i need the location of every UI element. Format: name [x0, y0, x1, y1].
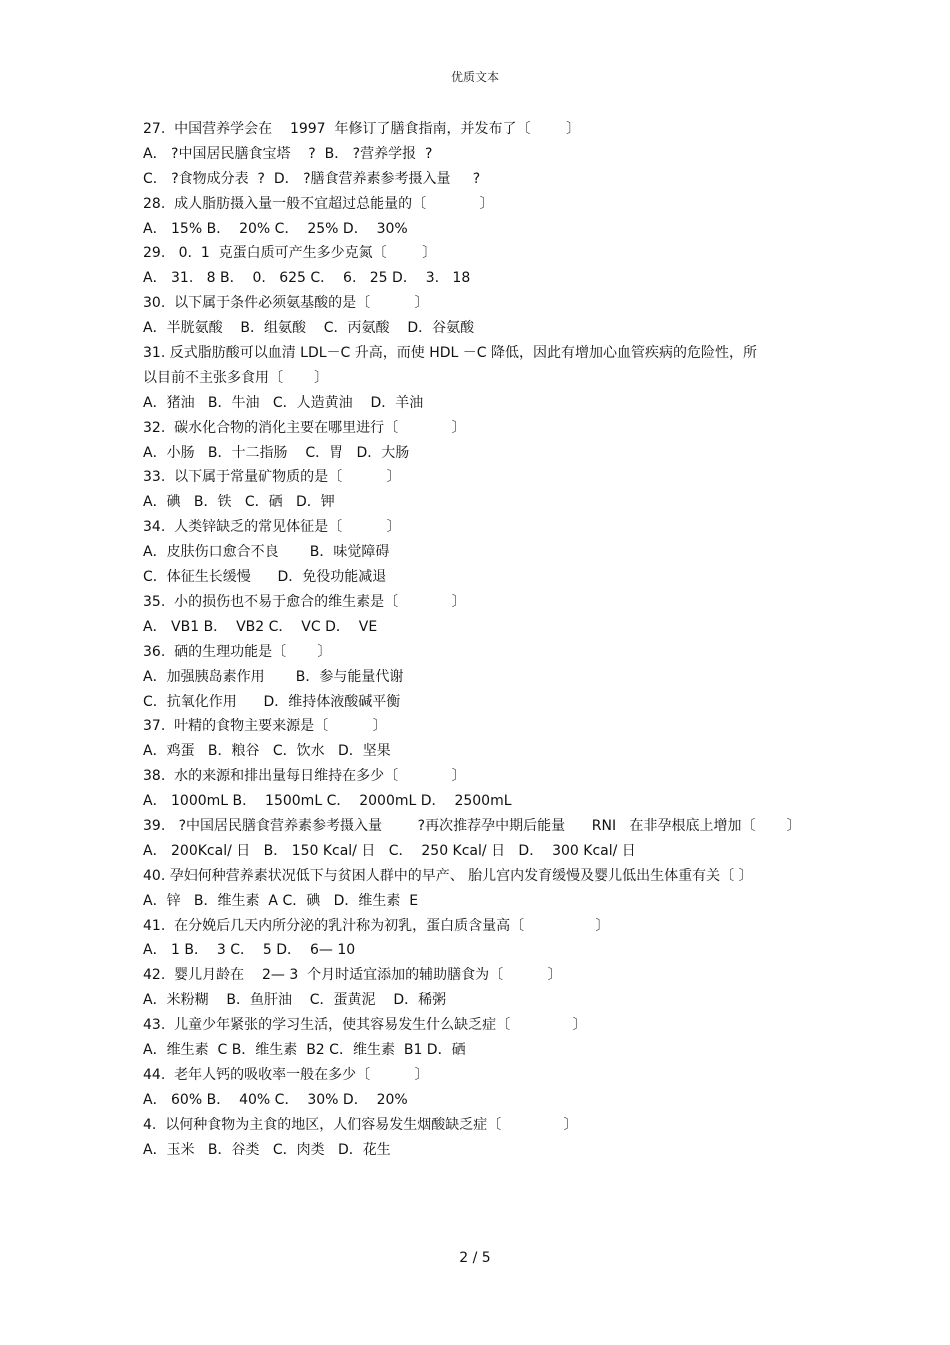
question-4: 4. 以何种食物为主食的地区，人们容易发生烟酸缺乏症〔 〕 — [143, 1116, 578, 1133]
question-44-options: A． 60% B． 40% C． 30% D． 20% — [143, 1091, 408, 1108]
question-36: 36. 硒的生理功能是〔 〕 — [143, 643, 332, 660]
question-31-options: A．猪油 B．牛油 C．人造黄油 D．羊油 — [143, 394, 424, 411]
question-28: 28. 成人脂肪摄入量一般不宜超过总能量的〔 〕 — [143, 195, 494, 212]
question-34-options-cd: C．体征生长缓慢 D．免役功能减退 — [143, 569, 387, 586]
question-29: 29. 0. 1 克蛋白质可产生多少克氮〔 〕 — [143, 245, 437, 262]
question-29-options: A． 31. 8 B． 0. 625 C． 6. 25 D． 3. 18 — [143, 270, 471, 287]
question-33-options: A．碘 B．铁 C．硒 D．钾 — [143, 494, 335, 511]
question-27-options-cd: C． ?食物成分表 ? D． ?膳食营养素参考摄入量 ? — [143, 170, 481, 187]
question-42: 42. 婴儿月龄在 2— 3 个月时适宜添加的辅助膳食为〔 〕 — [143, 967, 562, 984]
question-39: 39. ?中国居民膳食营养素参考摄入量 ?再次推荐孕中期后能量 RNI 在非孕根底上增加〔 〕 — [143, 817, 801, 834]
question-39-options: A． 200Kcal/ 日 B． 150 Kcal/ 日 C． 250 Kcal/ 日 D． 300 Kcal/ 日 — [143, 842, 636, 859]
page-number: 2 / 5 — [459, 1250, 491, 1266]
question-list — [143, 117, 803, 1162]
question-35-options: A． VB1 B． VB2 C． VC D． VE — [143, 618, 378, 635]
question-31-continued: 以目前不主张多食用〔 〕 — [143, 369, 329, 386]
question-27-options-ab: A． ?中国居民膳食宝塔 ? B． ?营养学报 ? — [143, 145, 433, 162]
question-40: 40. 孕妇何种营养素状况低下与贫困人群中的早产、 胎儿宫内发育缓慢及婴儿低出生体重有关〔 〕 — [143, 867, 753, 884]
question-44: 44. 老年人钙的吸收率一般在多少〔 〕 — [143, 1066, 429, 1083]
question-33: 33. 以下属于常量矿物质的是〔 〕 — [143, 469, 401, 486]
question-28-options: A． 15% B． 20% C． 25% D． 30% — [143, 220, 408, 237]
question-41: 41. 在分娩后几天内所分泌的乳汁称为初乳，蛋白质含量高〔 〕 — [143, 917, 610, 934]
question-34-options-ab: A．皮肤伤口愈合不良 B．味觉障碍 — [143, 544, 390, 561]
question-41-options: A． 1 B． 3 C． 5 D． 6— 10 — [143, 942, 356, 959]
question-32-options: A．小肠 B．十二指肠 C．胃 D．大肠 — [143, 444, 410, 461]
question-40-options: A．锌 B．维生素 A C．碘 D．维生素 E — [143, 892, 419, 909]
question-34: 34. 人类锌缺乏的常见体征是〔 〕 — [143, 519, 401, 536]
question-35: 35. 小的损伤也不易于愈合的维生素是〔 〕 — [143, 593, 466, 610]
question-4-options: A．玉米 B．谷类 C．肉类 D．花生 — [143, 1141, 391, 1158]
question-36-options-ab: A．加强胰岛素作用 B．参与能量代谢 — [143, 668, 404, 685]
question-32: 32. 碳水化合物的消化主要在哪里进行〔 〕 — [143, 419, 466, 436]
question-43-options: A．维生素 C B．维生素 B2 C．维生素 B1 D．硒 — [143, 1041, 466, 1058]
question-43: 43. 儿童少年紧张的学习生活，使其容易发生什么缺乏症〔 〕 — [143, 1017, 587, 1034]
question-37: 37. 叶精的食物主要来源是〔 〕 — [143, 718, 387, 735]
page-header: 优质文本 — [450, 70, 499, 84]
question-30-options: A．半胱氨酸 B．组氨酸 C．丙氨酸 D．谷氨酸 — [143, 320, 475, 337]
question-31: 31. 反式脂肪酸可以血清 LDL－C 升高，而使 HDL －C 降低，因此有增加心血管疾病的危险性，所 — [143, 345, 758, 362]
question-38: 38. 水的来源和排出量每日维持在多少〔 〕 — [143, 768, 466, 785]
question-27: 27. 中国营养学会在 1997 年修订了膳食指南，并发布了〔 〕 — [143, 121, 581, 137]
question-37-options: A．鸡蛋 B．粮谷 C．饮水 D．坚果 — [143, 743, 391, 760]
question-30: 30. 以下属于条件必须氨基酸的是〔 〕 — [143, 295, 429, 312]
question-38-options: A． 1000mL B． 1500mL C． 2000mL D． 2500mL — [143, 793, 512, 810]
question-42-options: A．米粉糊 B．鱼肝油 C．蛋黄泥 D．稀粥 — [143, 992, 447, 1009]
question-36-options-cd: C．抗氧化作用 D．维持体液酸碱平衡 — [143, 693, 401, 710]
